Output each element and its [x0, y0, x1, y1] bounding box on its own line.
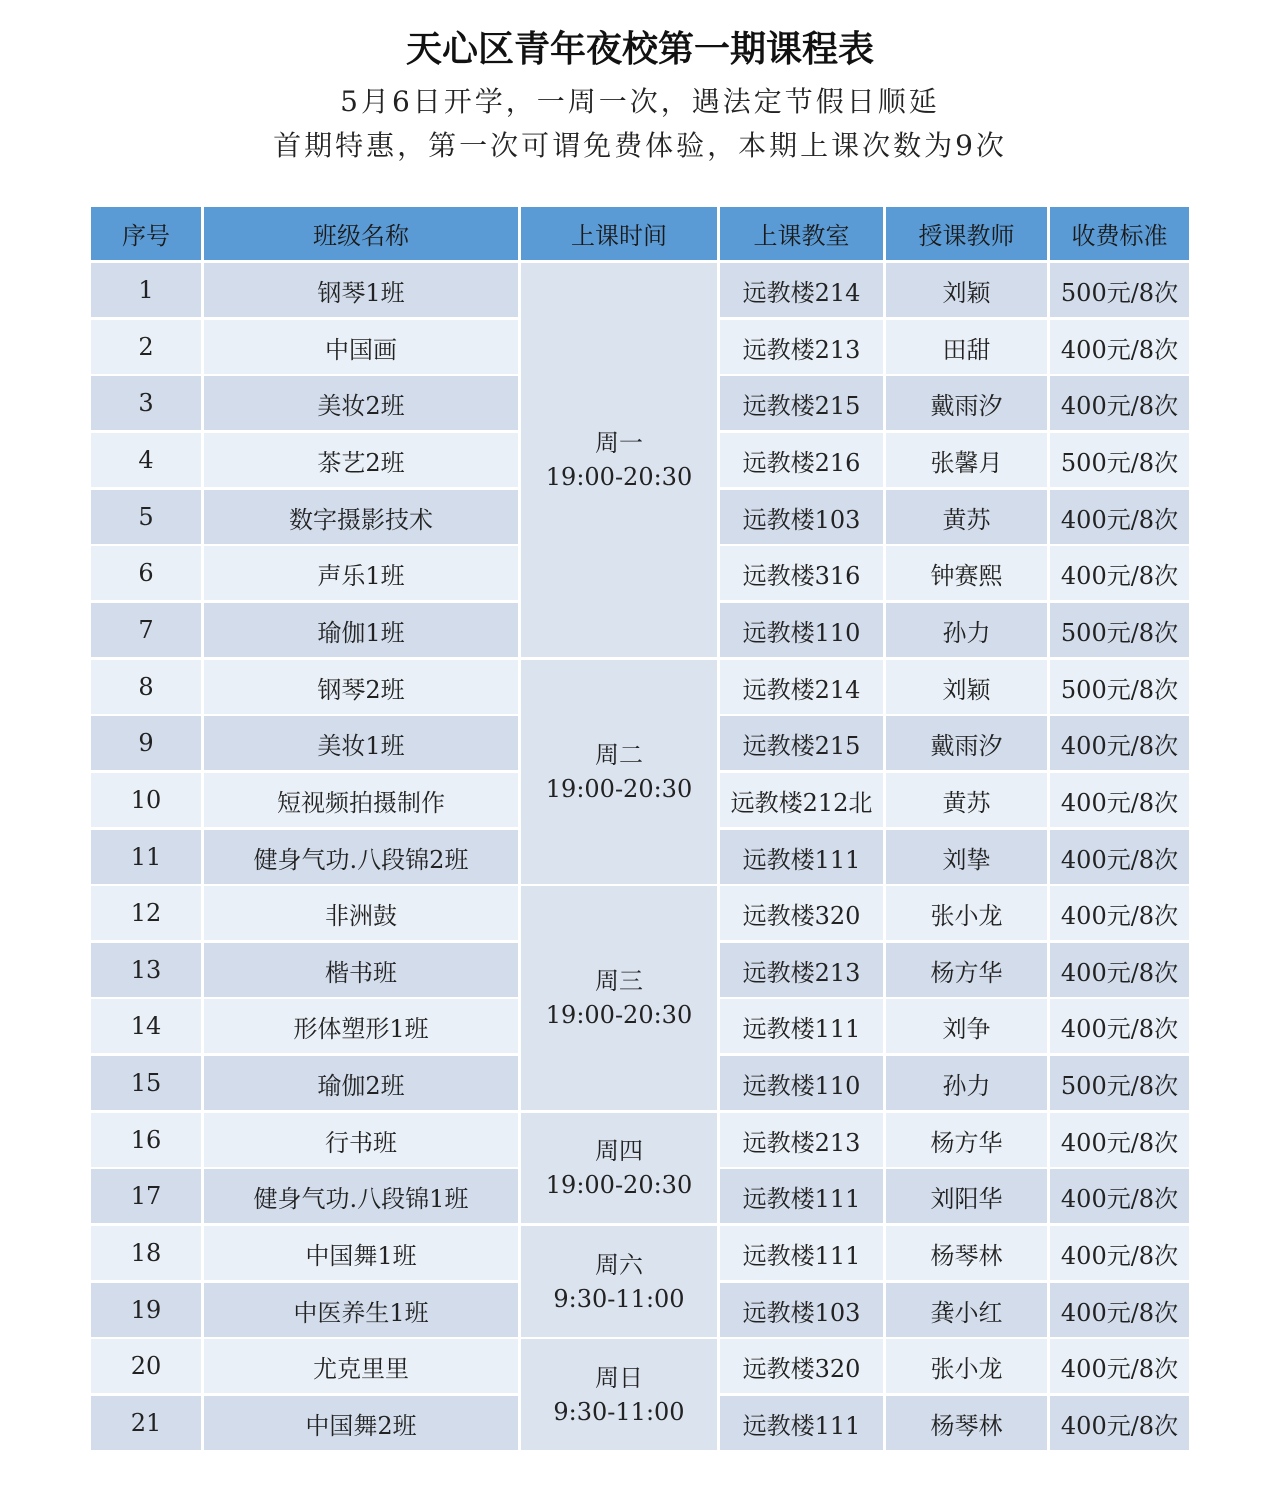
- row-14-number: 14: [91, 999, 201, 1053]
- row-20-class-name: 尤克里里: [204, 1339, 518, 1393]
- row-11-room: 远教楼111: [720, 830, 883, 884]
- time-group-hours: 19:00-20:30: [545, 1001, 693, 1029]
- row-5-room: 远教楼103: [720, 490, 883, 544]
- row-2-teacher: 田甜: [886, 320, 1047, 374]
- time-group-6: [521, 1339, 717, 1450]
- row-4-teacher: 张馨月: [886, 433, 1047, 487]
- time-group-day: 周二: [595, 741, 643, 769]
- row-19-room: 远教楼103: [720, 1283, 883, 1337]
- row-15-fee: 500元/8次: [1050, 1056, 1189, 1110]
- row-20-number: 20: [91, 1339, 201, 1393]
- row-21-room: 远教楼111: [720, 1396, 883, 1450]
- row-12-class-name: 非洲鼓: [204, 886, 518, 940]
- row-11-fee: 400元/8次: [1050, 830, 1189, 884]
- row-2-fee: 400元/8次: [1050, 320, 1189, 374]
- time-group-day: 周六: [595, 1250, 643, 1279]
- row-3-class-name: 美妆2班: [204, 376, 518, 430]
- row-3-fee: 400元/8次: [1050, 376, 1189, 430]
- row-5-fee: 400元/8次: [1050, 490, 1189, 544]
- row-1-number: 1: [91, 263, 201, 317]
- row-1-teacher: 刘颖: [886, 263, 1047, 317]
- time-group-hours: 19:00-20:30: [545, 775, 693, 803]
- row-16-number: 16: [91, 1113, 201, 1167]
- row-20-room: 远教楼320: [720, 1339, 883, 1393]
- row-17-class-name: 健身气功.八段锦1班: [204, 1169, 518, 1223]
- row-8-room: 远教楼214: [720, 660, 883, 714]
- row-4-fee: 500元/8次: [1050, 433, 1189, 487]
- row-17-number: 17: [91, 1169, 201, 1223]
- row-16-fee: 400元/8次: [1050, 1113, 1189, 1167]
- time-group-5: [521, 1226, 717, 1337]
- row-7-number: 7: [91, 603, 201, 657]
- row-16-room: 远教楼213: [720, 1113, 883, 1167]
- header-col-teacher: 授课教师: [886, 207, 1047, 260]
- row-7-fee: 500元/8次: [1050, 603, 1189, 657]
- row-4-room: 远教楼216: [720, 433, 883, 487]
- row-13-class-name: 楷书班: [204, 943, 518, 997]
- row-1-class-name: 钢琴1班: [204, 263, 518, 317]
- row-12-teacher: 张小龙: [886, 886, 1047, 940]
- row-13-teacher: 杨方华: [886, 943, 1047, 997]
- row-3-number: 3: [91, 376, 201, 430]
- row-7-class-name: 瑜伽1班: [204, 603, 518, 657]
- row-19-number: 19: [91, 1283, 201, 1337]
- time-group-day: 周日: [595, 1363, 643, 1392]
- row-1-fee: 500元/8次: [1050, 263, 1189, 317]
- row-5-number: 5: [91, 490, 201, 544]
- subtitle-schedule: 5月6日开学，一周一次，遇法定节假日顺延: [340, 85, 940, 118]
- time-group-day: 周三: [595, 967, 643, 995]
- row-14-room: 远教楼111: [720, 999, 883, 1053]
- row-9-teacher: 戴雨汐: [886, 716, 1047, 770]
- row-9-class-name: 美妆1班: [204, 716, 518, 770]
- row-15-number: 15: [91, 1056, 201, 1110]
- row-16-class-name: 行书班: [204, 1113, 518, 1167]
- time-group-4: [521, 1113, 717, 1223]
- row-15-teacher: 孙力: [886, 1056, 1047, 1110]
- row-8-class-name: 钢琴2班: [204, 660, 518, 714]
- row-6-teacher: 钟赛熙: [886, 546, 1047, 600]
- row-10-room: 远教楼212北: [720, 773, 883, 827]
- row-14-fee: 400元/8次: [1050, 999, 1189, 1053]
- row-21-fee: 400元/8次: [1050, 1396, 1189, 1450]
- time-group-hours: 9:30-11:00: [553, 1397, 685, 1426]
- row-19-teacher: 龚小红: [886, 1283, 1047, 1337]
- row-7-room: 远教楼110: [720, 603, 883, 657]
- row-18-fee: 400元/8次: [1050, 1226, 1189, 1280]
- row-12-fee: 400元/8次: [1050, 886, 1189, 940]
- row-7-teacher: 孙力: [886, 603, 1047, 657]
- row-18-room: 远教楼111: [720, 1226, 883, 1280]
- row-18-number: 18: [91, 1226, 201, 1280]
- row-10-number: 10: [91, 773, 201, 827]
- row-20-fee: 400元/8次: [1050, 1339, 1189, 1393]
- row-17-room: 远教楼111: [720, 1169, 883, 1223]
- header-col-fee: 收费标准: [1050, 207, 1189, 260]
- row-12-room: 远教楼320: [720, 886, 883, 940]
- row-6-class-name: 声乐1班: [204, 546, 518, 600]
- row-10-teacher: 黄苏: [886, 773, 1047, 827]
- row-4-number: 4: [91, 433, 201, 487]
- row-8-teacher: 刘颖: [886, 660, 1047, 714]
- row-6-room: 远教楼316: [720, 546, 883, 600]
- row-16-teacher: 杨方华: [886, 1113, 1047, 1167]
- row-6-fee: 400元/8次: [1050, 546, 1189, 600]
- row-17-fee: 400元/8次: [1050, 1169, 1189, 1223]
- row-21-class-name: 中国舞2班: [204, 1396, 518, 1450]
- row-20-teacher: 张小龙: [886, 1339, 1047, 1393]
- row-8-fee: 500元/8次: [1050, 660, 1189, 714]
- row-19-fee: 400元/8次: [1050, 1283, 1189, 1337]
- header-col-class-name: 班级名称: [204, 207, 518, 260]
- time-group-day: 周四: [595, 1137, 643, 1165]
- row-13-fee: 400元/8次: [1050, 943, 1189, 997]
- time-group-1: [521, 263, 717, 657]
- time-group-day: 周一: [595, 429, 643, 457]
- row-2-class-name: 中国画: [204, 320, 518, 374]
- time-group-hours: 19:00-20:30: [545, 463, 693, 491]
- row-19-class-name: 中医养生1班: [204, 1283, 518, 1337]
- row-2-number: 2: [91, 320, 201, 374]
- header-col-time: 上课时间: [521, 207, 717, 260]
- row-17-teacher: 刘阳华: [886, 1169, 1047, 1223]
- row-2-room: 远教楼213: [720, 320, 883, 374]
- row-5-teacher: 黄苏: [886, 490, 1047, 544]
- row-3-room: 远教楼215: [720, 376, 883, 430]
- time-group-hours: 19:00-20:30: [545, 1171, 693, 1199]
- row-3-teacher: 戴雨汐: [886, 376, 1047, 430]
- row-4-class-name: 茶艺2班: [204, 433, 518, 487]
- time-group-hours: 9:30-11:00: [553, 1284, 685, 1313]
- page-title: 天心区青年夜校第一期课程表: [405, 29, 874, 70]
- row-1-room: 远教楼214: [720, 263, 883, 317]
- row-13-number: 13: [91, 943, 201, 997]
- row-18-teacher: 杨琴林: [886, 1226, 1047, 1280]
- row-11-class-name: 健身气功.八段锦2班: [204, 830, 518, 884]
- row-10-fee: 400元/8次: [1050, 773, 1189, 827]
- header-col-number: 序号: [91, 207, 201, 260]
- row-6-number: 6: [91, 546, 201, 600]
- row-10-class-name: 短视频拍摄制作: [204, 773, 518, 827]
- header-col-room: 上课教室: [720, 207, 883, 260]
- row-21-teacher: 杨琴林: [886, 1396, 1047, 1450]
- row-9-fee: 400元/8次: [1050, 716, 1189, 770]
- row-11-number: 11: [91, 830, 201, 884]
- row-12-number: 12: [91, 886, 201, 940]
- row-11-teacher: 刘挚: [886, 830, 1047, 884]
- time-group-2: [521, 660, 717, 884]
- row-21-number: 21: [91, 1396, 201, 1450]
- row-13-room: 远教楼213: [720, 943, 883, 997]
- row-8-number: 8: [91, 660, 201, 714]
- row-18-class-name: 中国舞1班: [204, 1226, 518, 1280]
- row-9-room: 远教楼215: [720, 716, 883, 770]
- time-group-3: [521, 886, 717, 1110]
- row-5-class-name: 数字摄影技术: [204, 490, 518, 544]
- row-14-teacher: 刘争: [886, 999, 1047, 1053]
- row-15-room: 远教楼110: [720, 1056, 883, 1110]
- row-9-number: 9: [91, 716, 201, 770]
- row-14-class-name: 形体塑形1班: [204, 999, 518, 1053]
- subtitle-offer: 首期特惠，第一次可谓免费体验，本期上课次数为9次: [273, 129, 1007, 162]
- row-15-class-name: 瑜伽2班: [204, 1056, 518, 1110]
